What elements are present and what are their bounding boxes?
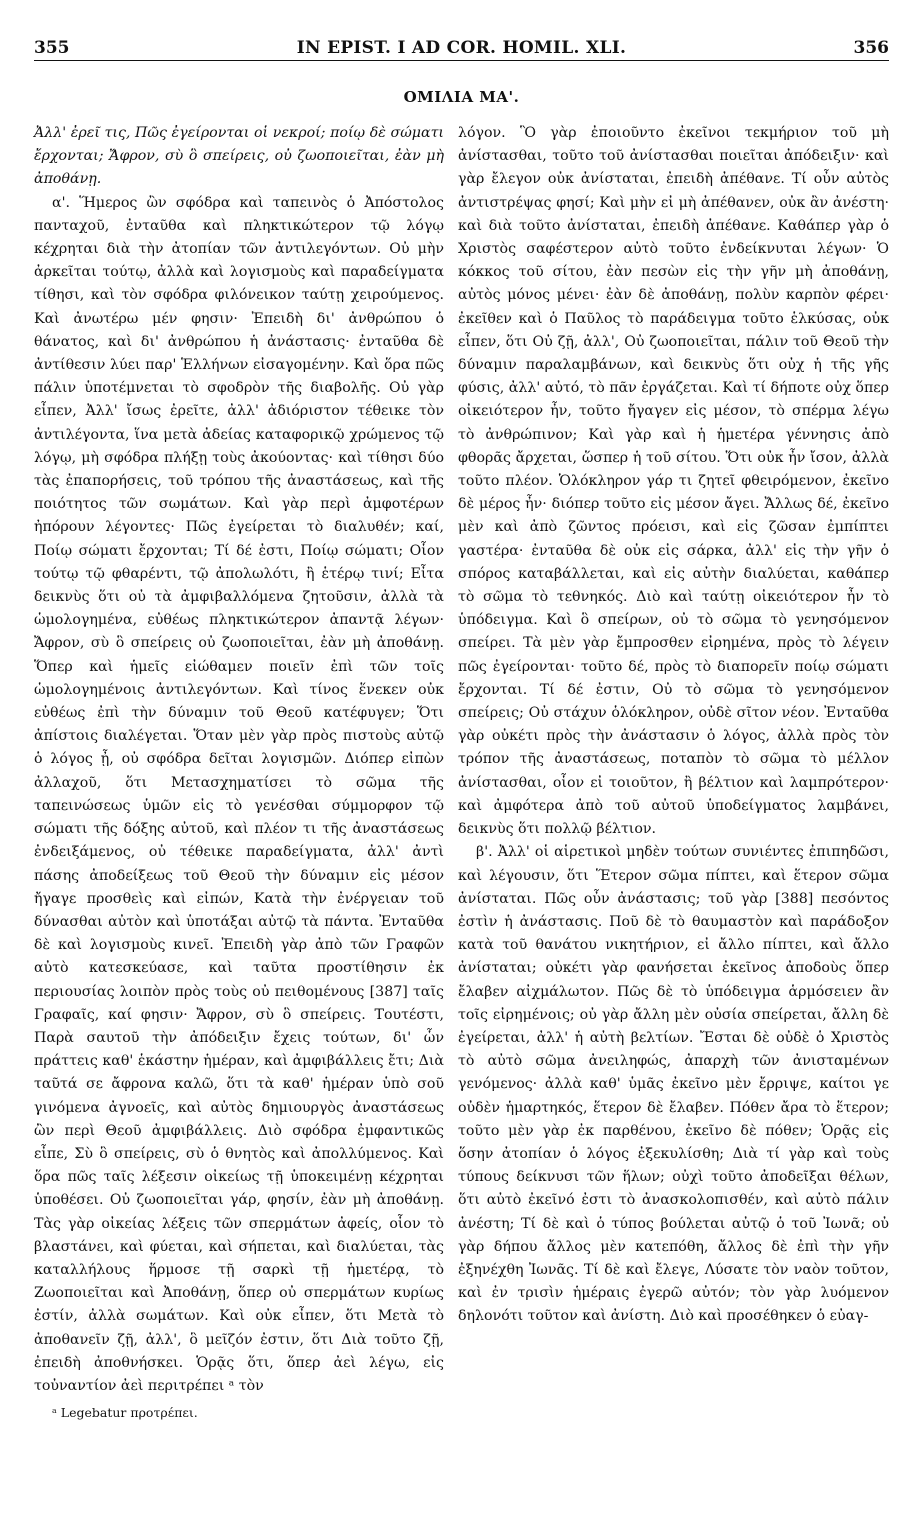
right-column: [458, 122, 889, 1329]
paragraph-alpha: α'. Ἥμερος ὢν σφόδρα καὶ ταπεινὸς ὁ Ἀπόστολος πανταχοῦ, ἐνταῦθα καὶ πληκτικώτερον τῷ λόγῳ κέχρηται διὰ τὴν ἀτοπίαν τῶν ἀντιλεγόντων. Οὐ μὴν ἀρκεῖται τούτῳ, ἀλλὰ καὶ λογισμοὺς καὶ παραδείγματα τίθησι, καὶ τὸν σφόδρα φιλόνεικον ταύτῃ χειρούμενος. Καὶ ἀνωτέρω μέν φησιν· Ἐπειδὴ δι' ἀνθρώπου ὁ θάνατος, καὶ δι' ἀνθρώπου ἡ ἀνάστασις· ἐνταῦθα δὲ ἀντίθεσιν λύει παρ' Ἑλλήνων εἰσαγομένην. Καὶ ὅρα πῶς πάλιν ὑποτέμνεται τὸ σφοδρὸν τῆς διαβολῆς. Οὐ γὰρ εἶπεν, Ἀλλ' ἴσως ἐρεῖτε, ἀλλ' ἀδιόριστον τέθεικε τὸν ἀντιλέγοντα, ἵνα μετὰ ἀδείας καταφορικῷ χρώμενος τῷ λόγῳ, μὴ σφόδρα πλήξῃ τοὺς ἀκούοντας· καὶ τίθησι δύο τὰς ἐπαπορήσεις, τοῦ τρόπου τῆς ἀναστάσεως, καὶ τῆς ποιότητος τῶν σωμάτων. Καὶ γὰρ περὶ ἀμφοτέρων ἠπόρουν λέγοντες· Πῶς ἐγείρεται τὸ διαλυθέν; καί, Ποίῳ σώματι ἔρχονται; Τί δέ ἐστι, Ποίῳ σώματι; Οἷον τούτῳ τῷ φθαρέντι, τῷ ἀπολωλότι, ἢ ἑτέρῳ τινί; Εἶτα δεικνὺς ὅτι οὐ τὰ ἀμφιβαλλόμενα ζητοῦσιν, ἀλλὰ τὰ ὡμολογημένα, εὐθέως πληκτικώτερον ἀπαντᾷ λέγων· Ἄφρον, σὺ ὃ σπείρεις οὐ ζωοποιεῖται, ἐὰν μὴ ἀποθάνῃ. Ὅπερ καὶ ἡμεῖς εἰώθαμεν ποιεῖν ἐπὶ τῶν τοῖς ὡμολογημένοις ἀντιλεγόντων. Καὶ τίνος ἕνεκεν οὐκ εὐθέως ἐπὶ τὴν δύναμιν τοῦ Θεοῦ κατέφυγεν; Ὅτι ἀπίστοις διαλέγεται. Ὅταν μὲν γὰρ πρὸς πιστοὺς αὐτῷ ὁ λόγος ᾖ, οὐ σφόδρα δεῖται λογισμῶν. Διόπερ εἰπὼν ἀλλαχοῦ, ὅτι Μετασχηματίσει τὸ σῶμα τῆς ταπεινώσεως ὑμῶν εἰς τὸ γενέσθαι σύμμορφον τῷ σώματι τῆς δόξης αὐτοῦ, καὶ πλέον τι τῆς ἀναστάσεως ἐνδειξάμενος, οὐ τέθεικε παραδείγματα, ἀλλ' ἀντὶ πάσης ἀποδείξεως τοῦ Θεοῦ τὴν δύναμιν εἰς μέσον ἤγαγε προσθεὶς καὶ εἰπών, Κατὰ τὴν ἐνέργειαν τοῦ δύνασθαι αὐτὸν καὶ ὑποτάξαι αὐτῷ τὰ πάντα. Ἐνταῦθα δὲ καὶ λογισμοὺς κινεῖ. Ἐπειδὴ γὰρ ἀπὸ τῶν Γραφῶν αὐτὸ κατεσκεύασε, καὶ ταῦτα προστίθησιν ἐκ περιουσίας λοιπὸν πρὸς τοὺς οὐ πειθομένους [387] ταῖς Γραφαῖς, καί φησιν· Ἄφρον, σὺ ὃ σπείρεις. Τουτέστι, Παρὰ σαυτοῦ τὴν ἀπόδειξιν ἔχεις τούτων, δι' ὧν πράττεις καθ' ἑκάστην ἡμέραν, καὶ ἀμφιβάλλεις ἔτι; Διὰ ταῦτά σε ἄφρονα καλῶ, ὅτι τὰ καθ' ἡμέραν ὑπὸ σοῦ γινόμενα ἀγνοεῖς, καὶ αὐτὸς δημιουργὸς ἀναστάσεως ὢν περὶ Θεοῦ ἀμφιβάλλεις. Διὸ σφόδρα ἐμφαντικῶς εἶπε, Σὺ ὃ σπείρεις, σὺ ὁ θνητὸς καὶ ἀπολλύμενος. Καὶ ὅρα πῶς ταῖς λέξεσιν οἰκείως τῇ ὑποκειμένῃ κέχρηται ὑποθέσει. Οὐ ζωοποιεῖται γάρ, φησίν, ἐὰν μὴ ἀποθάνῃ. Τὰς γὰρ οἰκείας λέξεις τῶν σπερμάτων ἀφείς, οἷον τὸ βλαστάνει, καὶ φύεται, καὶ σήπεται, καὶ διαλύεται, τὰς καταλλήλους ἥρμοσε τῇ σαρκὶ τῇ ἡμετέρᾳ, τὸ Ζωοποιεῖται καὶ Ἀποθάνῃ, ὅπερ οὐ σπερμάτων κυρίως ἐστίν, ἀλλὰ σωμάτων. Καὶ οὐκ εἶπεν, ὅτι Μετὰ τὸ ἀποθανεῖν ζῇ, ἀλλ', ὃ μεῖζόν ἐστιν, ὅτι Διὰ τοῦτο ζῇ, ἐπειδὴ ἀποθνήσκει. Ὁρᾷς ὅτι, ὅπερ ἀεὶ λέγω, εἰς τοὐναντίον ἀεὶ περιτρέπει ᵃ τὸν: [34, 194, 444, 1394]
homily-title: ΟΜΙΛΙΑ ΜΑ'.: [403, 88, 520, 106]
running-title: IN EPIST. I AD COR. HOMIL. XLI.: [296, 38, 627, 58]
paragraph-beta: β'. Ἀλλ' οἱ αἱρετικοὶ μηδὲν τούτων συνιέντες ἐπιπηδῶσι, καὶ λέγουσιν, ὅτι Ἕτερον σῶμα πίπτει, καὶ ἕτερον σῶμα ἀνίσταται. Πῶς οὖν ἀνάστασις; τοῦ γὰρ [388] πεσόντος ἐστὶν ἡ ἀνάστασις. Ποῦ δὲ τὸ θαυμαστὸν καὶ παράδοξον κατὰ τοῦ θανάτου νικητήριον, εἰ ἄλλο πίπτει, καὶ ἄλλο ἀνίσταται; οὐκέτι γὰρ φανήσεται ἐκεῖνος ἀποδοὺς ὅπερ ἔλαβεν αἰχμάλωτον. Πῶς δὲ τὸ ὑπόδειγμα ἁρμόσειεν ἂν τοῖς εἰρημένοις; οὐ γὰρ ἄλλη μὲν οὐσία σπείρεται, ἄλλη δὲ ἐγείρεται, ἀλλ' ἡ αὐτὴ βελτίων. Ἔσται δὲ οὐδὲ ὁ Χριστὸς τὸ αὐτὸ σῶμα ἀνειληφώς, ἀπαρχὴ τῶν ἀνισταμένων γενόμενος· ἀλλὰ καθ' ὑμᾶς ἐκεῖνο μὲν ἔρριψε, καίτοι γε οὐδὲν ἡμαρτηκός, ἕτερον δὲ ἔλαβεν. Πόθεν ἄρα τὸ ἕτερον; τοῦτο μὲν γὰρ ἐκ παρθένου, ἐκεῖνο δὲ πόθεν; Ὁρᾷς εἰς ὅσην ἀτοπίαν ὁ λόγος ἐξεκυλίσθη; Διὰ τί γὰρ καὶ τοὺς τύπους δείκνυσι τῶν ἥλων; οὐχὶ τοῦτο ἀποδεῖξαι θέλων, ὅτι αὐτὸ ἐκεῖνό ἐστι τὸ ἀνασκολοπισθέν, καὶ αὐτὸ πάλιν ἀνέστη; Τί δὲ καὶ ὁ τύπος βούλεται αὐτῷ ὁ τοῦ Ἰωνᾶ; οὐ γὰρ δήπου ἄλλος μὲν κατεπόθη, ἄλλος δὲ ἐπὶ τὴν γῆν ἐξηνέχθη Ἰωνᾶς. Τί δὲ καὶ ἔλεγε, Λύσατε τὸν ναὸν τοῦτον, καὶ ἐν τρισὶν ἡμέραις ἐγερῶ αὐτόν; τὸν γὰρ λυόμενον δηλονότι τοῦτον καὶ ἀνίστη. Διὸ καὶ προσέθηκεν ὁ εὐαγ-: [458, 844, 889, 1325]
paragraph-continued: λόγον. Ὃ γὰρ ἐποιοῦντο ἐκεῖνοι τεκμήριον τοῦ μὴ ἀνίστασθαι, τοῦτο τοῦ ἀνίστασθαι ποιεῖται ἀπόδειξιν· καὶ γὰρ ἔλεγον οὐκ ἀνίσταται, ἐπειδὴ ἀπέθανε. Τί οὖν αὐτὸς ἀντιστρέψας φησί; Καὶ μὴν εἰ μὴ ἀπέθανεν, οὐκ ἂν ἀνέστη· καὶ διὰ τοῦτο ἀνίσταται, ἐπειδὴ ἀπέθανε. Καθάπερ γὰρ ὁ Χριστὸς σαφέστερον αὐτὸ τοῦτο ἐνδείκνυται λέγων· Ὁ κόκκος τοῦ σίτου, ἐὰν πεσὼν εἰς τὴν γῆν μὴ ἀποθάνῃ, αὐτὸς μόνος μένει· ἐὰν δὲ ἀποθάνῃ, πολὺν καρπὸν φέρει· ἐκεῖθεν καὶ ὁ Παῦλος τὸ παράδειγμα τοῦτο ἑλκύσας, οὐκ εἶπεν, ὅτι Οὐ ζῇ, ἀλλ', Οὐ ζωοποιεῖται, πάλιν τοῦ Θεοῦ τὴν δύναμιν παραλαμβάνων, καὶ δεικνὺς ὅτι οὐχ ἡ τῆς γῆς φύσις, ἀλλ' αὐτό, τὸ πᾶν ἐργάζεται. Καὶ τί δήποτε οὐχ ὅπερ οἰκειότερον ἦν, τοῦτο ἤγαγεν εἰς μέσον, τὸ σπέρμα λέγω τὸ ἀνθρώπινον; Καὶ γὰρ καὶ ἡ ἡμετέρα γέννησις ἀπὸ φθορᾶς ἄρχεται, ὥσπερ ἡ τοῦ σίτου. Ὅτι οὐκ ἦν ἴσον, ἀλλὰ τοῦτο πλέον. Ὁλόκληρον γάρ τι ζητεῖ φθειρόμενον, ἐκεῖνο δὲ μέρος ἦν· διόπερ τοῦτο εἰς μέσον ἄγει. Ἄλλως δέ, ἐκεῖνο μὲν καὶ ἀπὸ ζῶντος πρόεισι, καὶ εἰς ζῶσαν ἐμπίπτει γαστέρα· ἐνταῦθα δὲ οὐκ εἰς σάρκα, ἀλλ' εἰς τὴν γῆν ὁ σπόρος καταβάλλεται, καὶ εἰς αὐτὴν διαλύεται, καθάπερ τὸ σῶμα τὸ τεθνηκός. Διὸ καὶ ταύτῃ οἰκειότερον ἦν τὸ ὑπόδειγμα. Καὶ ὃ σπείρων, οὐ τὸ σῶμα τὸ γενησόμενον σπείρει. Τὰ μὲν γὰρ ἔμπροσθεν εἰρημένα, πρὸς τὸ λέγειν πῶς ἐγείρονται· τοῦτο δέ, πρὸς τὸ διαπορεῖν ποίῳ σώματι ἔρχονται. Τί δέ ἐστιν, Οὐ τὸ σῶμα τὸ γενησόμενον σπείρεις; Οὐ στάχυν ὁλόκληρον, οὐδὲ σῖτον νέον. Ἐνταῦθα γὰρ οὐκέτι πρὸς τὴν ἀνάστασιν ὁ λόγος, ἀλλὰ πρὸς τὸν τρόπον τῆς ἀναστάσεως, ποταπὸν τὸ σῶμα τὸ μέλλον ἀνίστασθαι, οἷον εἰ τοιοῦτον, ἢ βέλτιον καὶ λαμπρότερον· καὶ ἀμφότερα ἀπὸ τοῦ αὐτοῦ ὑποδείγματος λαμβάνει, δεικνὺς ὅτι πολλῷ βέλτιον.: [458, 125, 889, 838]
page-number-left: 355: [34, 38, 70, 58]
footnote: ᵃ Legebatur προτρέπει.: [52, 1405, 198, 1421]
page: [34, 36, 889, 1516]
text-columns: [34, 122, 889, 1512]
scripture-lemma: Ἀλλ' ἐρεῖ τις, Πῶς ἐγείρονται οἱ νεκροί; ποίῳ δὲ σώματι ἔρχονται; Ἄφρον, σὺ ὃ σπείρεις, οὐ ζωοποιεῖται, ἐὰν μὴ ἀποθάνῃ.: [34, 125, 444, 188]
left-column: [34, 122, 444, 1422]
running-head: [34, 36, 889, 61]
page-number-right: 356: [853, 38, 889, 58]
